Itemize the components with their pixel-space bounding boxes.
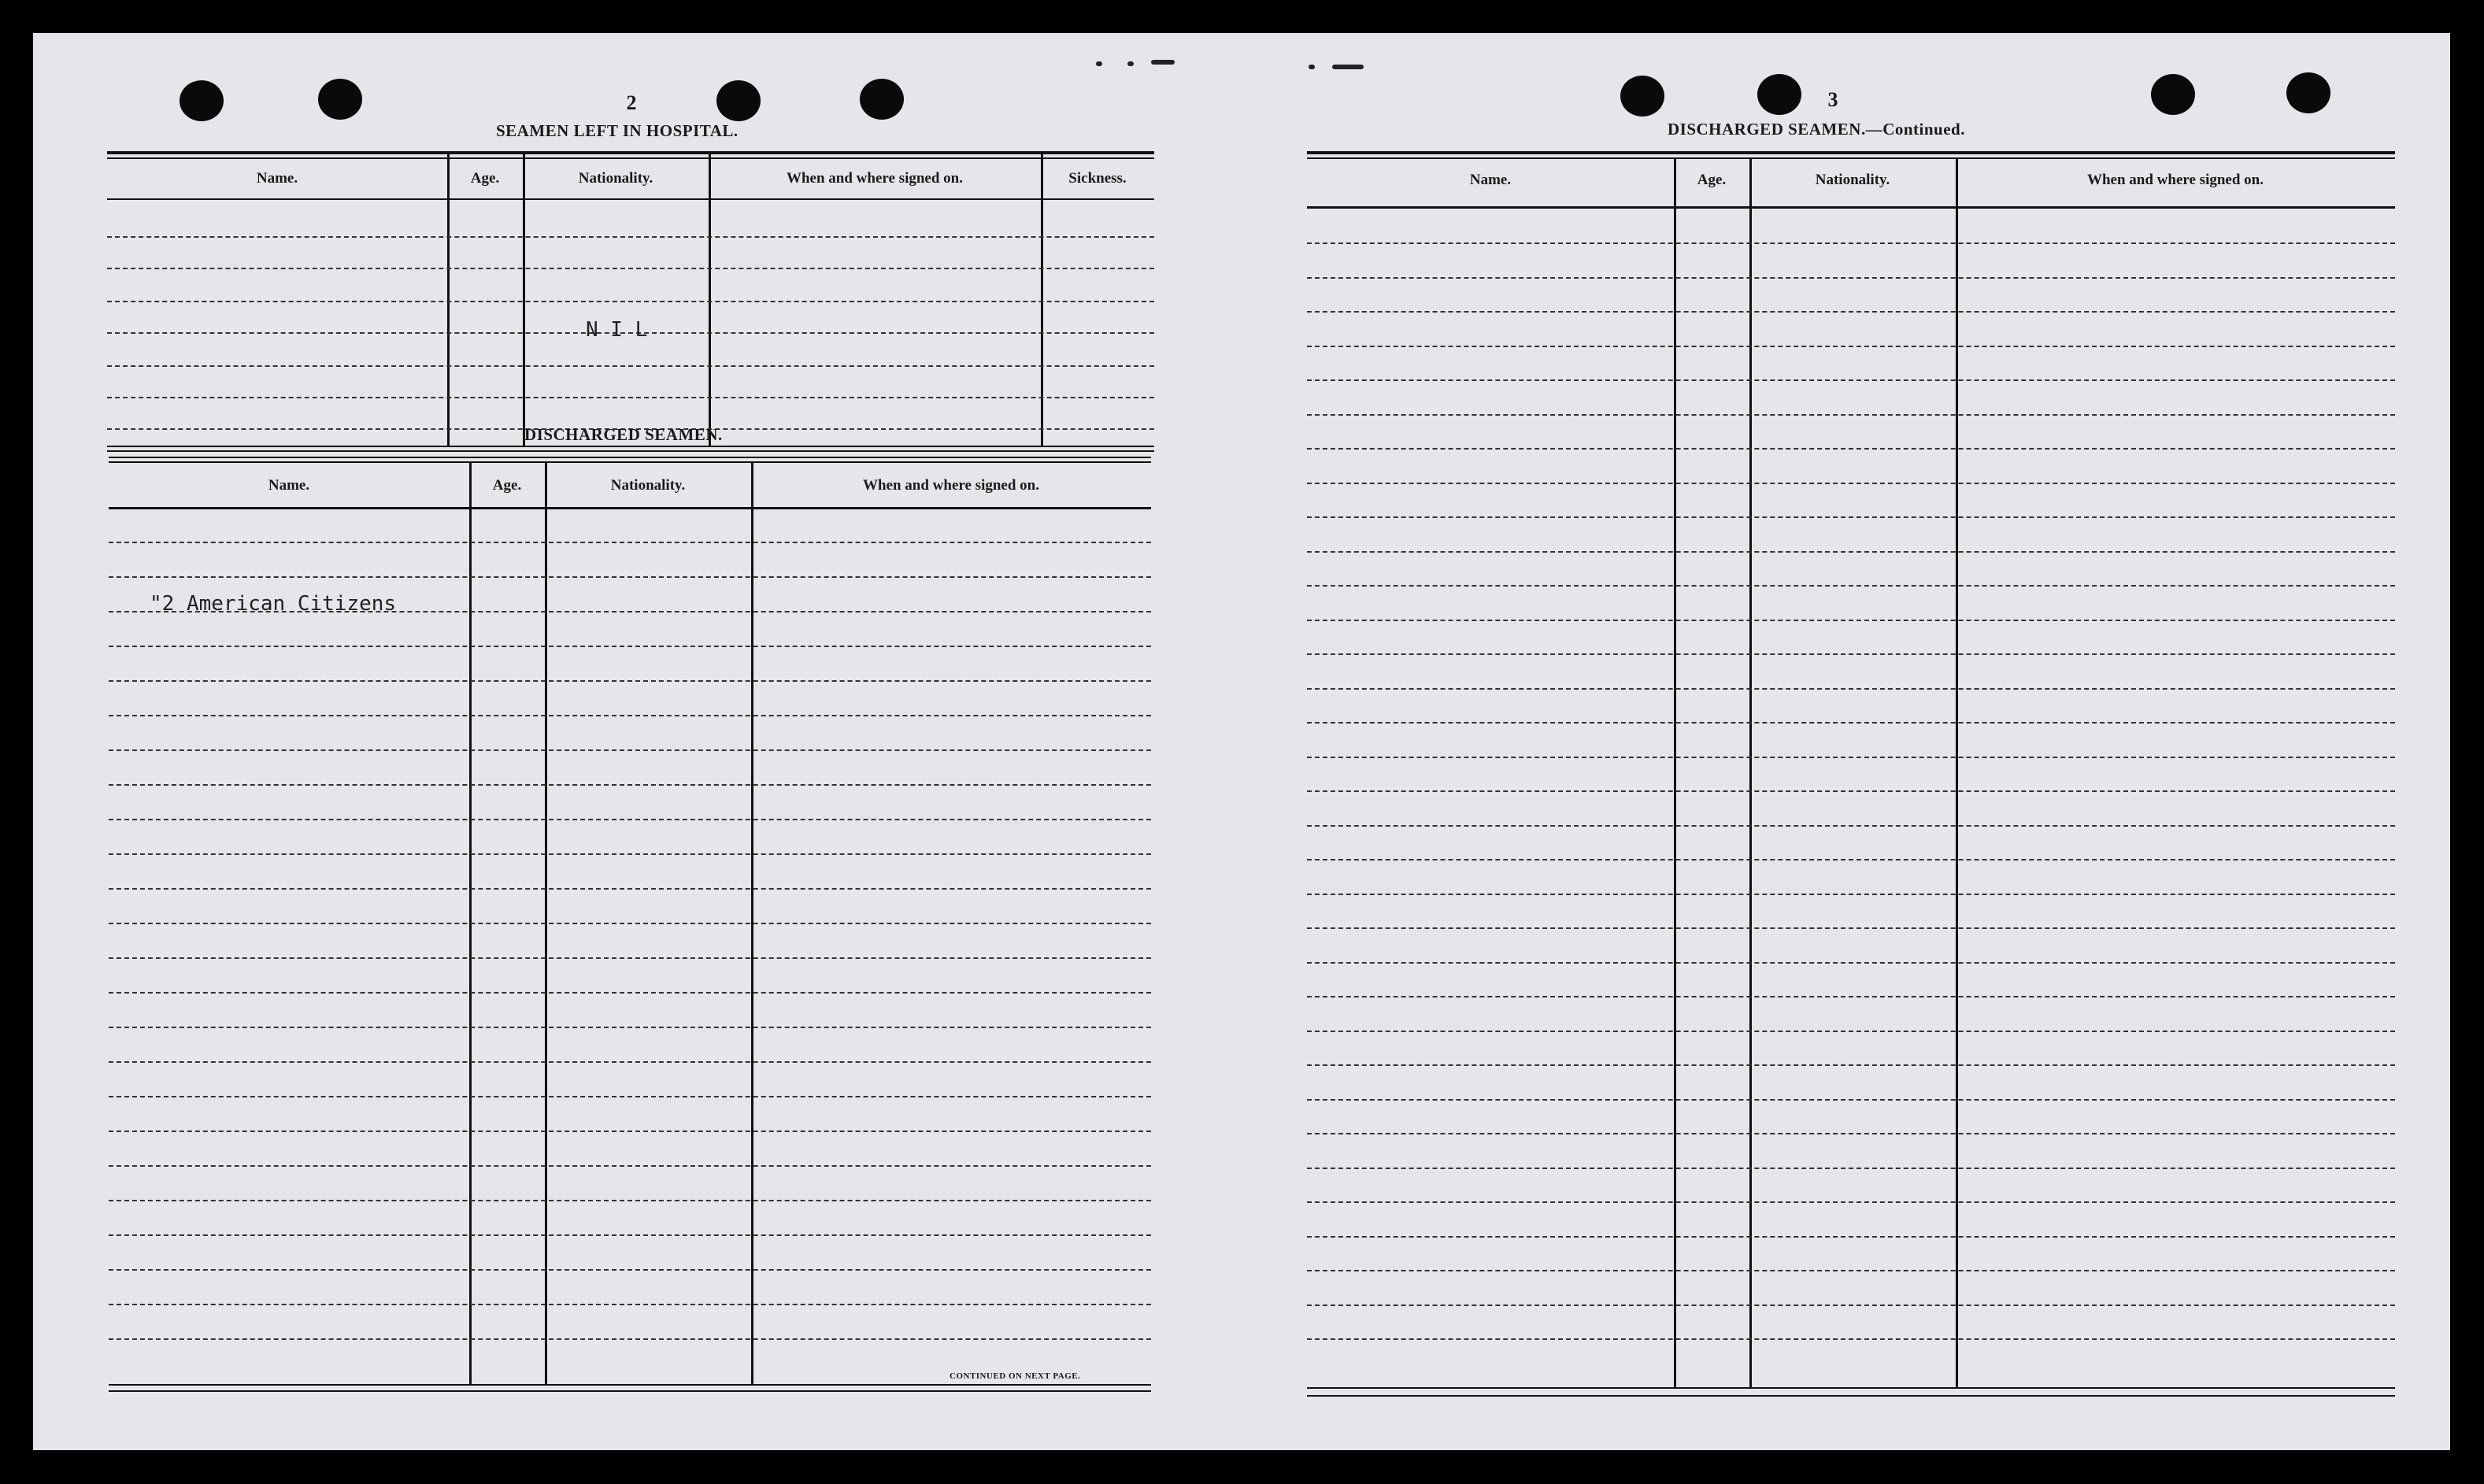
ink-mark bbox=[1309, 65, 1315, 69]
ruling-line bbox=[1307, 379, 2395, 381]
ruling-line bbox=[109, 1234, 1151, 1236]
ruling-line bbox=[109, 1131, 1151, 1132]
punch-hole bbox=[716, 80, 761, 121]
ruling-line bbox=[1307, 1168, 2395, 1169]
right-col-age: Age. bbox=[1697, 172, 1727, 188]
discharged-col-name: Name. bbox=[268, 477, 310, 494]
ruling-line bbox=[1307, 722, 2395, 723]
ruling-line bbox=[109, 715, 1151, 716]
ruling-line bbox=[1307, 790, 2395, 792]
ruling-line bbox=[1307, 585, 2395, 587]
discharged-col-nationality: Nationality. bbox=[610, 477, 686, 494]
punch-hole bbox=[2151, 74, 2195, 115]
right-col-nationality: Nationality. bbox=[1815, 172, 1890, 188]
ruling-line bbox=[1307, 927, 2395, 929]
discharged-continued-title: DISCHARGED SEAMEN.—Continued. bbox=[1668, 120, 1965, 139]
ruling-line bbox=[1307, 516, 2395, 518]
discharged-table-right bbox=[1307, 151, 2395, 1411]
ruling-line bbox=[109, 1338, 1151, 1340]
ruling-line bbox=[1307, 1338, 2395, 1340]
ruling-line bbox=[109, 923, 1151, 924]
ruling-line bbox=[109, 576, 1151, 578]
ruling-line bbox=[109, 819, 1151, 820]
ruling-line bbox=[109, 784, 1151, 786]
ruling-line bbox=[1307, 551, 2395, 553]
ink-mark bbox=[1151, 60, 1175, 65]
ruling-line bbox=[109, 611, 1151, 612]
ruling-line bbox=[1307, 1305, 2395, 1306]
document-sheet bbox=[33, 33, 2450, 1450]
discharged-entry-american-citizens: "2 American Citizens bbox=[150, 592, 397, 616]
ruling-line bbox=[1307, 277, 2395, 279]
ruling-line bbox=[1307, 414, 2395, 416]
hospital-col-name: Name. bbox=[256, 170, 298, 187]
ruling-line bbox=[1307, 448, 2395, 450]
hospital-col-signed-on: When and where signed on. bbox=[786, 170, 963, 187]
ink-mark bbox=[1096, 61, 1102, 66]
hospital-entry-nil: N I L bbox=[586, 318, 648, 342]
right-col-signed-on: When and where signed on. bbox=[2086, 172, 2264, 188]
hospital-col-age: Age. bbox=[470, 170, 500, 187]
punch-hole bbox=[180, 80, 224, 121]
ruling-line bbox=[1307, 859, 2395, 860]
ruling-line bbox=[1307, 996, 2395, 997]
ruling-line bbox=[1307, 1270, 2395, 1271]
ruling-line bbox=[1307, 1064, 2395, 1066]
ruling-line bbox=[109, 680, 1151, 682]
hospital-col-sickness: Sickness. bbox=[1068, 170, 1127, 187]
ruling-line bbox=[1307, 688, 2395, 690]
discharged-col-age: Age. bbox=[492, 477, 522, 494]
punch-hole bbox=[2286, 72, 2330, 113]
ruling-line bbox=[1307, 1133, 2395, 1134]
ruling-line bbox=[1307, 1201, 2395, 1203]
page-number-left: 2 bbox=[626, 91, 637, 114]
ruling-line bbox=[1307, 311, 2395, 313]
ruling-line bbox=[109, 1304, 1151, 1305]
discharged-section-title: DISCHARGED SEAMEN. bbox=[524, 425, 723, 444]
ink-mark bbox=[1332, 65, 1364, 69]
ruling-line bbox=[1307, 620, 2395, 621]
ruling-line bbox=[109, 542, 1151, 543]
ink-mark bbox=[1127, 61, 1134, 66]
ruling-line bbox=[109, 1200, 1151, 1201]
punch-hole bbox=[318, 79, 362, 120]
ruling-line bbox=[1307, 1031, 2395, 1032]
ruling-line bbox=[109, 992, 1151, 994]
ruling-line bbox=[1307, 483, 2395, 484]
punch-hole bbox=[860, 79, 904, 120]
ruling-line bbox=[109, 749, 1151, 751]
ruling-line bbox=[1307, 825, 2395, 827]
ruling-line bbox=[1307, 346, 2395, 347]
ruling-line bbox=[109, 1061, 1151, 1063]
ruling-line bbox=[109, 957, 1151, 959]
ruling-line bbox=[109, 646, 1151, 647]
ruling-line bbox=[109, 853, 1151, 855]
ruling-line bbox=[1307, 1236, 2395, 1238]
continued-note: CONTINUED ON NEXT PAGE. bbox=[950, 1371, 1081, 1381]
ruling-line bbox=[1307, 1099, 2395, 1101]
ruling-line bbox=[1307, 242, 2395, 244]
hospital-section-title: SEAMEN LEFT IN HOSPITAL. bbox=[496, 121, 739, 140]
hospital-col-nationality: Nationality. bbox=[578, 170, 653, 187]
ruling-line bbox=[1307, 894, 2395, 895]
punch-hole bbox=[1757, 74, 1801, 115]
ruling-line bbox=[1307, 962, 2395, 964]
discharged-col-signed-on: When and where signed on. bbox=[862, 477, 1039, 494]
page-number-right: 3 bbox=[1827, 88, 1838, 111]
right-col-name: Name. bbox=[1469, 172, 1512, 188]
ruling-line bbox=[109, 1269, 1151, 1271]
discharged-table-left bbox=[109, 457, 1151, 1401]
ruling-line bbox=[1307, 757, 2395, 758]
ruling-line bbox=[109, 1096, 1151, 1097]
punch-hole bbox=[1620, 76, 1664, 117]
ruling-line bbox=[109, 888, 1151, 890]
hospital-table bbox=[107, 151, 1154, 498]
ruling-line bbox=[109, 1165, 1151, 1167]
ruling-line bbox=[109, 1027, 1151, 1028]
ruling-line bbox=[1307, 653, 2395, 655]
